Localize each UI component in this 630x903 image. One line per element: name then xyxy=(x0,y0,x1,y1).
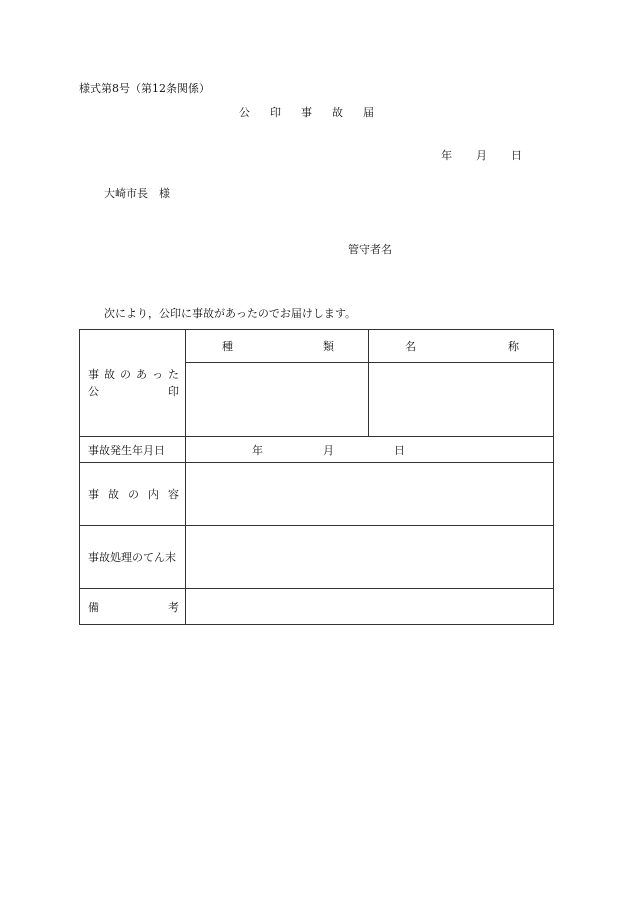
kind-field[interactable] xyxy=(186,363,369,437)
date-month: 月 xyxy=(323,443,334,457)
label-remarks: 備 考 xyxy=(80,589,186,625)
column-header-name: 名 称 xyxy=(369,330,554,363)
label-incident-details: 事 故 の 内 容 xyxy=(80,463,186,526)
label-line: 公 印 xyxy=(88,385,179,398)
table-row xyxy=(80,330,554,363)
resolution-field[interactable] xyxy=(186,526,554,589)
document-title xyxy=(239,104,374,120)
table-row xyxy=(80,589,554,625)
form-number: 様式第8号（第12条関係） xyxy=(79,82,210,95)
title-char: 故 xyxy=(332,106,343,119)
date-month: 月 xyxy=(476,149,487,162)
incident-form-table xyxy=(79,329,554,625)
column-header-kind: 種 類 xyxy=(186,330,369,363)
incident-details-field[interactable] xyxy=(186,463,554,526)
remarks-field[interactable] xyxy=(186,589,554,625)
addressee: 大崎市長 様 xyxy=(104,187,170,200)
title-char: 公 xyxy=(239,106,250,119)
label-line: 事 故 の あ っ た xyxy=(88,368,179,381)
label-affected-seal xyxy=(80,330,186,437)
submission-date xyxy=(441,147,522,163)
date-day: 日 xyxy=(394,443,405,457)
applicant-label: 管守者名 xyxy=(348,243,392,256)
date-year: 年 xyxy=(252,443,263,457)
name-field[interactable] xyxy=(369,363,554,437)
table-row xyxy=(80,437,554,463)
intro-text: 次により，公印に事故があったのでお届けします。 xyxy=(104,307,357,320)
table-row xyxy=(80,463,554,526)
incident-date-field[interactable] xyxy=(186,437,554,463)
label-resolution: 事故処理のてん末 xyxy=(80,526,186,589)
table-row xyxy=(80,526,554,589)
title-char: 事 xyxy=(301,106,312,119)
title-char: 印 xyxy=(270,106,281,119)
title-char: 届 xyxy=(363,106,374,119)
date-day: 日 xyxy=(511,149,522,162)
label-incident-date: 事故発生年月日 xyxy=(80,437,186,463)
date-year: 年 xyxy=(441,149,452,162)
